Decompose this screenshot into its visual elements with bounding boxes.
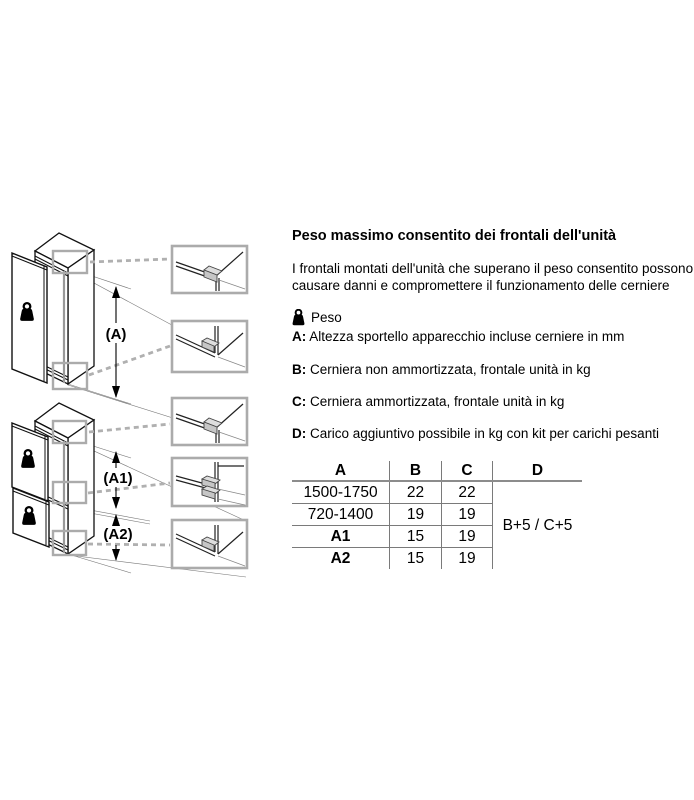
page-title: Peso massimo consentito dei frontali dell'unità	[292, 228, 617, 244]
weight-legend	[292, 309, 492, 326]
weight-icon	[292, 309, 305, 326]
appliance-hinge-illustration	[0, 225, 290, 595]
table-row	[292, 481, 582, 504]
definition-d-text: Carico aggiuntivo possibile in kg con kit per carichi pesanti	[310, 426, 659, 441]
figure-double-door	[12, 398, 247, 577]
dimension-a-label: (A)	[105, 326, 127, 343]
cell-c: 19	[442, 526, 493, 548]
dimension-a	[106, 286, 127, 398]
cell-b: 19	[390, 504, 442, 526]
definition-b	[292, 361, 670, 379]
definition-b-key: B:	[292, 362, 307, 377]
dimension-a2	[103, 514, 132, 561]
col-header-b: B	[390, 461, 442, 481]
cell-b: 22	[390, 481, 442, 504]
definition-d-key: D:	[292, 426, 307, 441]
col-header-c: C	[442, 461, 493, 481]
cell-b: 15	[390, 526, 442, 548]
table-header-row	[292, 461, 582, 481]
col-header-a: A	[292, 461, 390, 481]
cell-c: 22	[442, 481, 493, 504]
definition-c	[292, 393, 670, 411]
cell-d-merged: B+5 / C+5	[502, 516, 573, 534]
dimension-a1	[103, 451, 132, 509]
cell-b: 15	[390, 548, 442, 570]
cell-a: 720-1400	[292, 504, 390, 526]
cell-c: 19	[442, 548, 493, 570]
definition-a-key: A:	[292, 329, 307, 344]
dimension-a2-label: (A2)	[103, 526, 133, 543]
definition-c-text: Cerniera ammortizzata, frontale unità in kg	[310, 394, 565, 409]
definition-d	[292, 425, 674, 443]
definition-a	[292, 328, 670, 346]
cell-a: A1	[292, 526, 390, 548]
intro-paragraph: I frontali montati dell'unità che superano il peso consentito possono causare danni e compromettere il funzionamento delle cerniere	[292, 261, 694, 293]
dimension-a1-label: (A1)	[103, 470, 133, 487]
definition-b-text: Cerniera non ammortizzata, frontale unità in kg	[310, 362, 591, 377]
definition-a-text: Altezza sportello apparecchio incluse cerniere in mm	[309, 329, 625, 344]
weight-legend-label: Peso	[311, 310, 342, 325]
definition-c-key: C:	[292, 394, 307, 409]
col-header-d: D	[493, 461, 583, 481]
cell-a: 1500-1750	[292, 481, 390, 504]
cell-a: A2	[292, 548, 390, 570]
weight-spec-table	[292, 461, 582, 569]
cell-c: 19	[442, 504, 493, 526]
